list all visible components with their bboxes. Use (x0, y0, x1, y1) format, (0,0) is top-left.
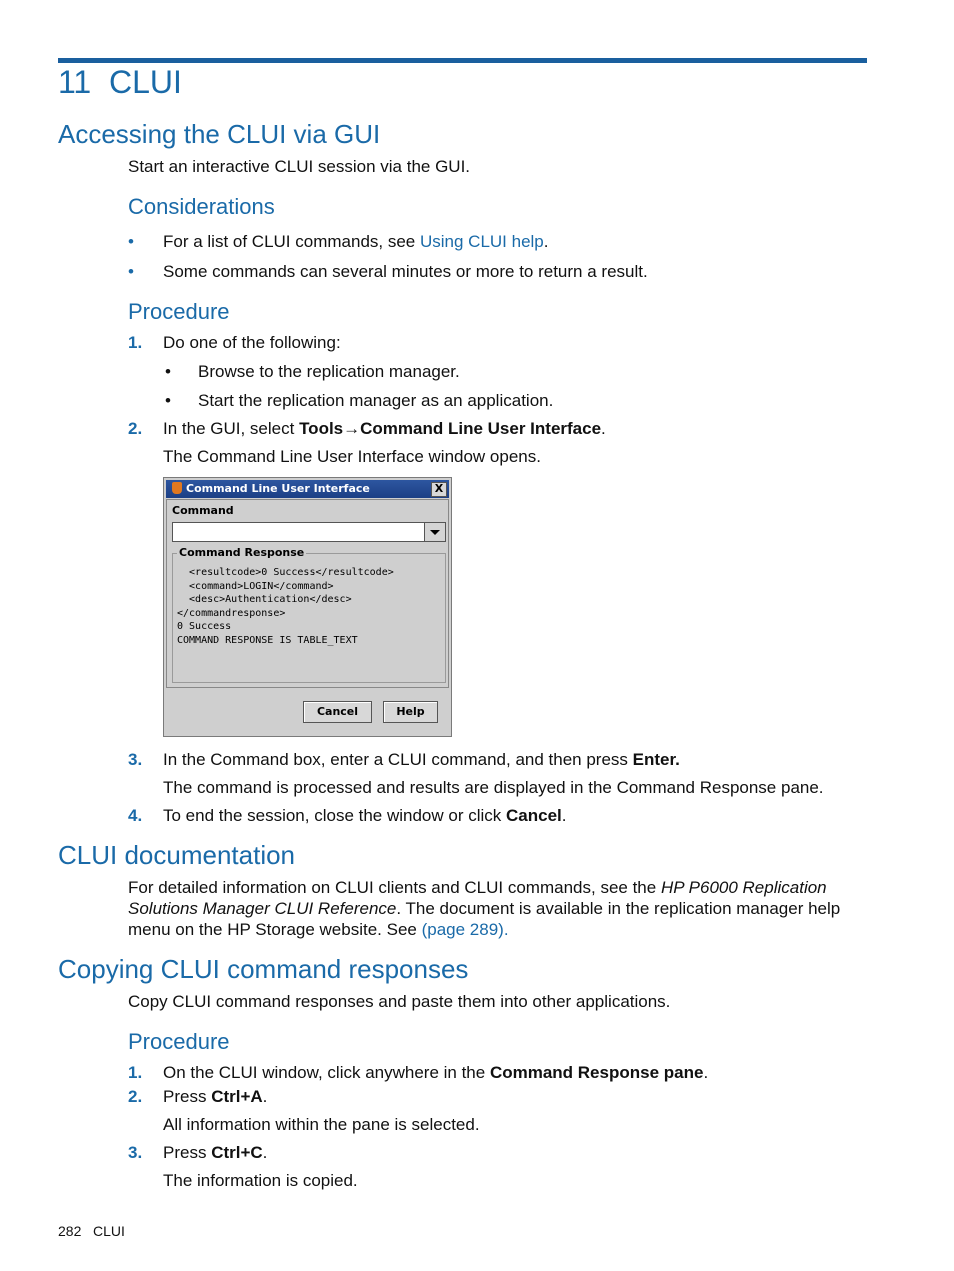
bullet: • (128, 262, 134, 281)
chapter-number: 11 (58, 64, 92, 100)
text: menu on the HP Storage website. See (128, 920, 422, 939)
step-note: The Command Line User Interface window opens. (163, 447, 541, 466)
using-clui-help-link[interactable]: Using CLUI help (419, 232, 544, 251)
command-response-pane[interactable] (172, 546, 446, 683)
command-label: Command (172, 504, 234, 517)
section-intro: Start an interactive CLUI session via the GUI. (128, 157, 471, 176)
consideration-item (163, 231, 549, 252)
text: . (601, 419, 606, 438)
section-heading-documentation: CLUI documentation (58, 840, 296, 870)
consideration-item: Some commands can several minutes or more to return a result. (163, 262, 648, 281)
sub-item: Start the replication manager as an application. (198, 391, 554, 410)
considerations-heading: Considerations (128, 194, 275, 219)
chapter-rule (58, 58, 867, 63)
bullet: • (165, 362, 171, 381)
step-note: All information within the pane is selected. (163, 1115, 480, 1134)
doc-title: Solutions Manager CLUI Reference (128, 899, 397, 918)
chapter-heading (58, 64, 182, 101)
footer-section: CLUI (93, 1223, 125, 1239)
key: Enter. (632, 750, 680, 769)
arrow: → (343, 419, 361, 438)
help-button[interactable]: Help (383, 701, 438, 723)
cancel-button[interactable]: Cancel (303, 701, 372, 723)
doc-line (128, 877, 827, 898)
procedure-heading: Procedure (128, 1029, 230, 1054)
doc-line (128, 898, 840, 919)
step-text (163, 1142, 267, 1163)
step-number: 1. (128, 1063, 143, 1082)
dialog-body (166, 499, 449, 688)
step-number: 3. (128, 750, 143, 769)
text: For detailed information on CLUI clients and CLUI commands, see the (128, 878, 661, 897)
menu-tools: Tools (299, 419, 344, 438)
dialog-titlebar (166, 480, 449, 498)
key: Ctrl+A (211, 1087, 263, 1106)
dialog-title: Command Line User Interface (186, 482, 370, 495)
text: For a list of CLUI commands, see (163, 232, 420, 251)
command-response-label: Command Response (179, 546, 305, 559)
chapter-title: CLUI (109, 64, 182, 100)
step-text (163, 805, 567, 826)
text: . (503, 920, 509, 939)
page-footer (58, 1223, 125, 1239)
key: Cancel (506, 806, 562, 825)
bullet: • (165, 391, 171, 410)
step-number: 2. (128, 419, 143, 438)
close-icon[interactable]: X (431, 482, 447, 497)
clui-dialog (163, 477, 452, 737)
text: To end the session, close the window or click (163, 806, 507, 825)
section-heading-copying: Copying CLUI command responses (58, 954, 469, 984)
step-note: The information is copied. (163, 1171, 358, 1190)
page-link[interactable]: (page 289) (421, 920, 504, 939)
step-number: 4. (128, 806, 143, 825)
text: Press (163, 1087, 212, 1106)
step-note: The command is processed and results are displayed in the Command Response pane. (163, 778, 824, 797)
text: . (561, 806, 567, 825)
key: Ctrl+C (211, 1143, 263, 1162)
text: Press (163, 1143, 212, 1162)
text: . (262, 1087, 268, 1106)
sub-item: Browse to the replication manager. (198, 362, 460, 381)
bold: Command Response pane (489, 1063, 704, 1082)
bullet: • (128, 232, 134, 251)
step-number: 1. (128, 333, 143, 352)
section-heading-accessing: Accessing the CLUI via GUI (58, 119, 381, 149)
chevron-down-icon[interactable] (424, 523, 445, 541)
java-icon (172, 482, 182, 494)
command-combobox[interactable] (172, 522, 446, 542)
section-intro: Copy CLUI command responses and paste them into other applications. (128, 992, 671, 1011)
menu-cli: Command Line User Interface (360, 419, 602, 438)
doc-title: HP P6000 Replication (660, 878, 827, 897)
step-text (163, 1062, 708, 1083)
text: In the Command box, enter a CLUI command, and then press (163, 750, 633, 769)
step-number: 2. (128, 1087, 143, 1106)
step-number: 3. (128, 1143, 143, 1162)
step-text: Do one of the following: (163, 333, 341, 352)
doc-line (128, 919, 509, 940)
text: In the GUI, select (163, 419, 300, 438)
text: . The document is available in the replication manager help (396, 899, 841, 918)
step-text (163, 749, 680, 770)
page-number: 282 (58, 1223, 82, 1239)
text: . (703, 1063, 709, 1082)
procedure-heading: Procedure (128, 299, 230, 324)
text: On the CLUI window, click anywhere in the (163, 1063, 490, 1082)
step-text (163, 1086, 267, 1107)
text: . (262, 1143, 268, 1162)
response-text: <resultcode>0 Success</resultcode> <command>LOGIN</command> <desc>Authentication</desc> </commandresponse> 0 Success COMMAND RESPONSE IS TABLE_TEXT (177, 567, 394, 646)
step-text (163, 418, 606, 439)
text: . (543, 232, 549, 251)
